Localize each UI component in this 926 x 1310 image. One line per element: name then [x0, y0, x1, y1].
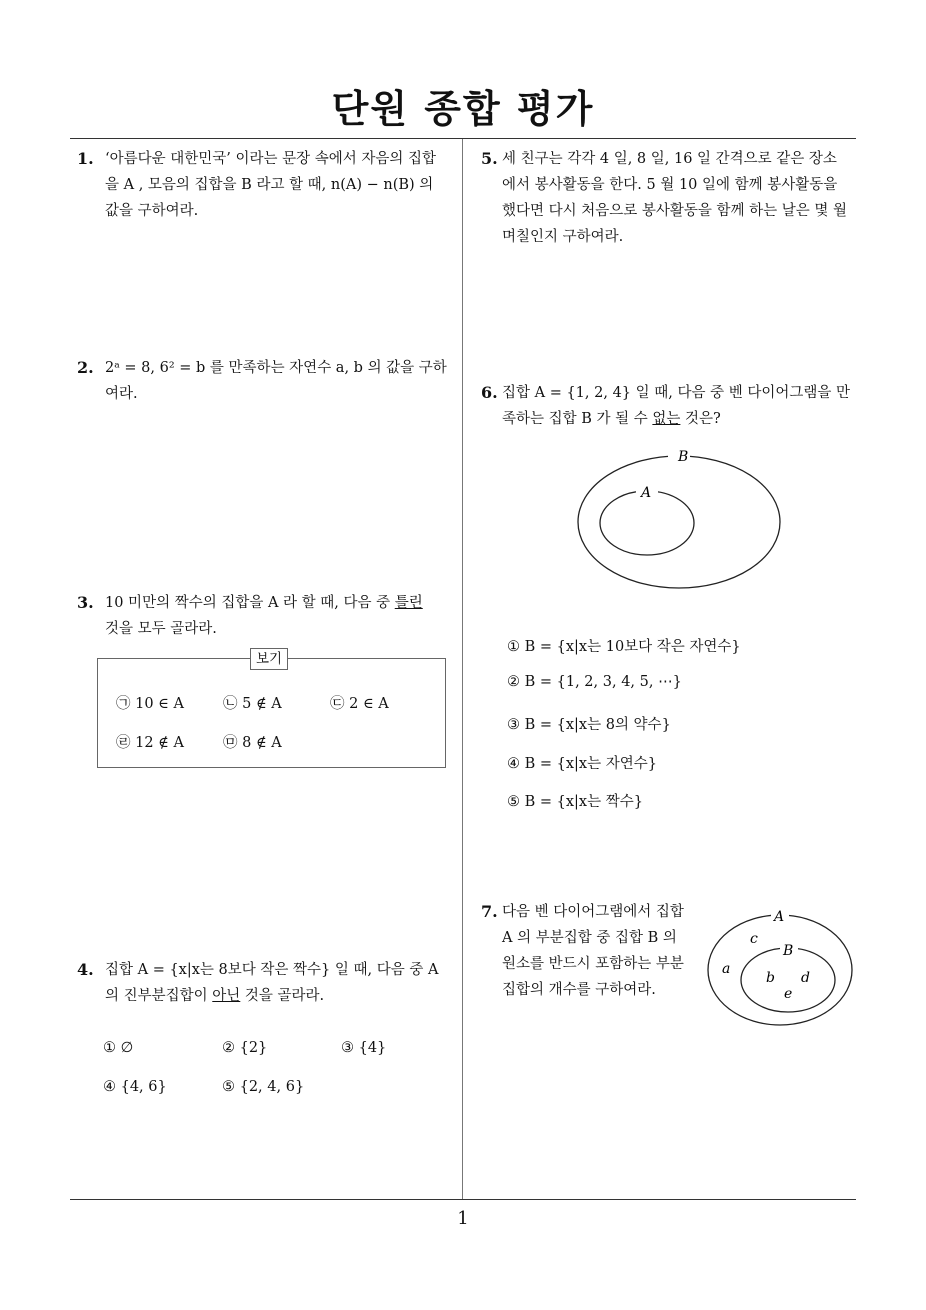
emphasis-word: 틀린	[394, 595, 423, 611]
example-item: ㉢ 2 ∈ A	[330, 696, 389, 712]
answer-option-5[interactable]: ⑤ B = {x|x는 짝수}	[507, 794, 643, 810]
answer-option-4[interactable]: ④ B = {x|x는 자연수}	[507, 756, 657, 772]
question-text-line: A 의 부분집합 중 집합 B 의	[502, 930, 677, 946]
footer-rule	[70, 1199, 856, 1200]
venn-diagram-q7	[700, 905, 860, 1030]
venn-element: b	[766, 970, 775, 986]
question-text-line: 것을 모두 골라라.	[105, 621, 217, 637]
venn-element: d	[801, 970, 810, 986]
question-text: 의 진부분집합이	[105, 988, 213, 1004]
question-number: 2.	[77, 358, 94, 377]
emphasis-word: 아닌	[212, 988, 241, 1004]
answer-option-1[interactable]: ① ∅	[103, 1040, 134, 1056]
question-number: 3.	[77, 593, 94, 612]
venn-outer-set	[578, 456, 780, 588]
venn-diagram-q6	[570, 445, 790, 595]
example-item: ㉡ 5 ∉ A	[223, 696, 282, 712]
question-text: 족하는 집합 B 가 될 수	[502, 411, 653, 427]
question-text-line: 여라.	[105, 386, 138, 402]
question-text: 10 미만의 짝수의 집합을 A 라 할 때, 다음 중	[105, 595, 395, 611]
answer-option-2[interactable]: ② B = {1, 2, 3, 4, 5, ⋯}	[507, 674, 682, 690]
question-text-line: 2ᵃ = 8, 6² = b 를 만족하는 자연수 a, b 의 값을 구하	[105, 360, 447, 376]
question-text-line: 세 친구는 각각 4 일, 8 일, 16 일 간격으로 같은 장소	[502, 151, 837, 167]
question-text-line: 다음 벤 다이어그램에서 집합	[502, 904, 684, 920]
question-text: 것은?	[680, 411, 721, 427]
question-text-line: ‘아름다운 대한민국’ 이라는 문장 속에서 자음의 집합	[105, 151, 437, 167]
question-text-line: 에서 봉사활동을 한다. 5 월 10 일에 함께 봉사활동을	[502, 177, 838, 193]
question-text-line: 원소를 반드시 포함하는 부분	[502, 956, 684, 972]
answer-option-3[interactable]: ③ B = {x|x는 8의 약수}	[507, 717, 671, 733]
page-number: 1	[457, 1208, 469, 1229]
question-3	[77, 590, 455, 642]
example-box-label: 보기	[250, 648, 288, 670]
emphasis-word: 없는	[652, 411, 681, 427]
example-item: ㉣ 12 ∉ A	[116, 735, 184, 751]
question-6	[481, 380, 858, 432]
example-item: ㉠ 10 ∈ A	[116, 696, 184, 712]
venn-outer-label: B	[678, 449, 689, 465]
column-divider	[462, 139, 463, 1200]
answer-option-3[interactable]: ③ {4}	[341, 1040, 387, 1056]
example-box	[97, 651, 446, 768]
question-2	[77, 355, 455, 407]
venn-outer-label: A	[774, 909, 785, 925]
question-1	[77, 146, 455, 224]
question-number: 5.	[481, 149, 498, 168]
venn-inner-label: B	[783, 943, 794, 959]
venn-element: c	[750, 931, 758, 947]
example-item: ㉤ 8 ∉ A	[223, 735, 282, 751]
page-title: 단원 종합 평가	[331, 87, 595, 131]
question-number: 4.	[77, 960, 94, 979]
question-number: 6.	[481, 383, 498, 402]
question-text-line: 집합 A = {x|x는 8보다 작은 짝수} 일 때, 다음 중 A	[105, 962, 439, 978]
question-text-line: 며칠인지 구하여라.	[502, 229, 624, 245]
answer-option-2[interactable]: ② {2}	[222, 1040, 268, 1056]
question-text-line: 을 A , 모음의 집합을 B 라고 할 때, n(A) − n(B) 의	[105, 177, 434, 193]
question-7	[481, 899, 693, 1003]
venn-inner-label: A	[641, 485, 652, 501]
question-text-line: 값을 구하여라.	[105, 203, 199, 219]
question-text-line: 했다면 다시 처음으로 봉사활동을 함께 하는 날은 몇 월	[502, 203, 848, 219]
answer-option-4[interactable]: ④ {4, 6}	[103, 1079, 167, 1095]
answer-option-1[interactable]: ① B = {x|x는 10보다 작은 자연수}	[507, 639, 741, 655]
header-rule	[70, 138, 856, 139]
question-number: 7.	[481, 902, 498, 921]
question-text: 것을 골라라.	[240, 988, 325, 1004]
question-text-line: 집합의 개수를 구하여라.	[502, 982, 656, 998]
venn-element: a	[722, 961, 731, 977]
question-4	[77, 957, 455, 1009]
question-text-line: 집합 A = {1, 2, 4} 일 때, 다음 중 벤 다이어그램을 만	[502, 385, 850, 401]
answer-option-5[interactable]: ⑤ {2, 4, 6}	[222, 1079, 305, 1095]
question-5	[481, 146, 858, 250]
venn-element: e	[784, 986, 793, 1002]
question-number: 1.	[77, 149, 94, 168]
